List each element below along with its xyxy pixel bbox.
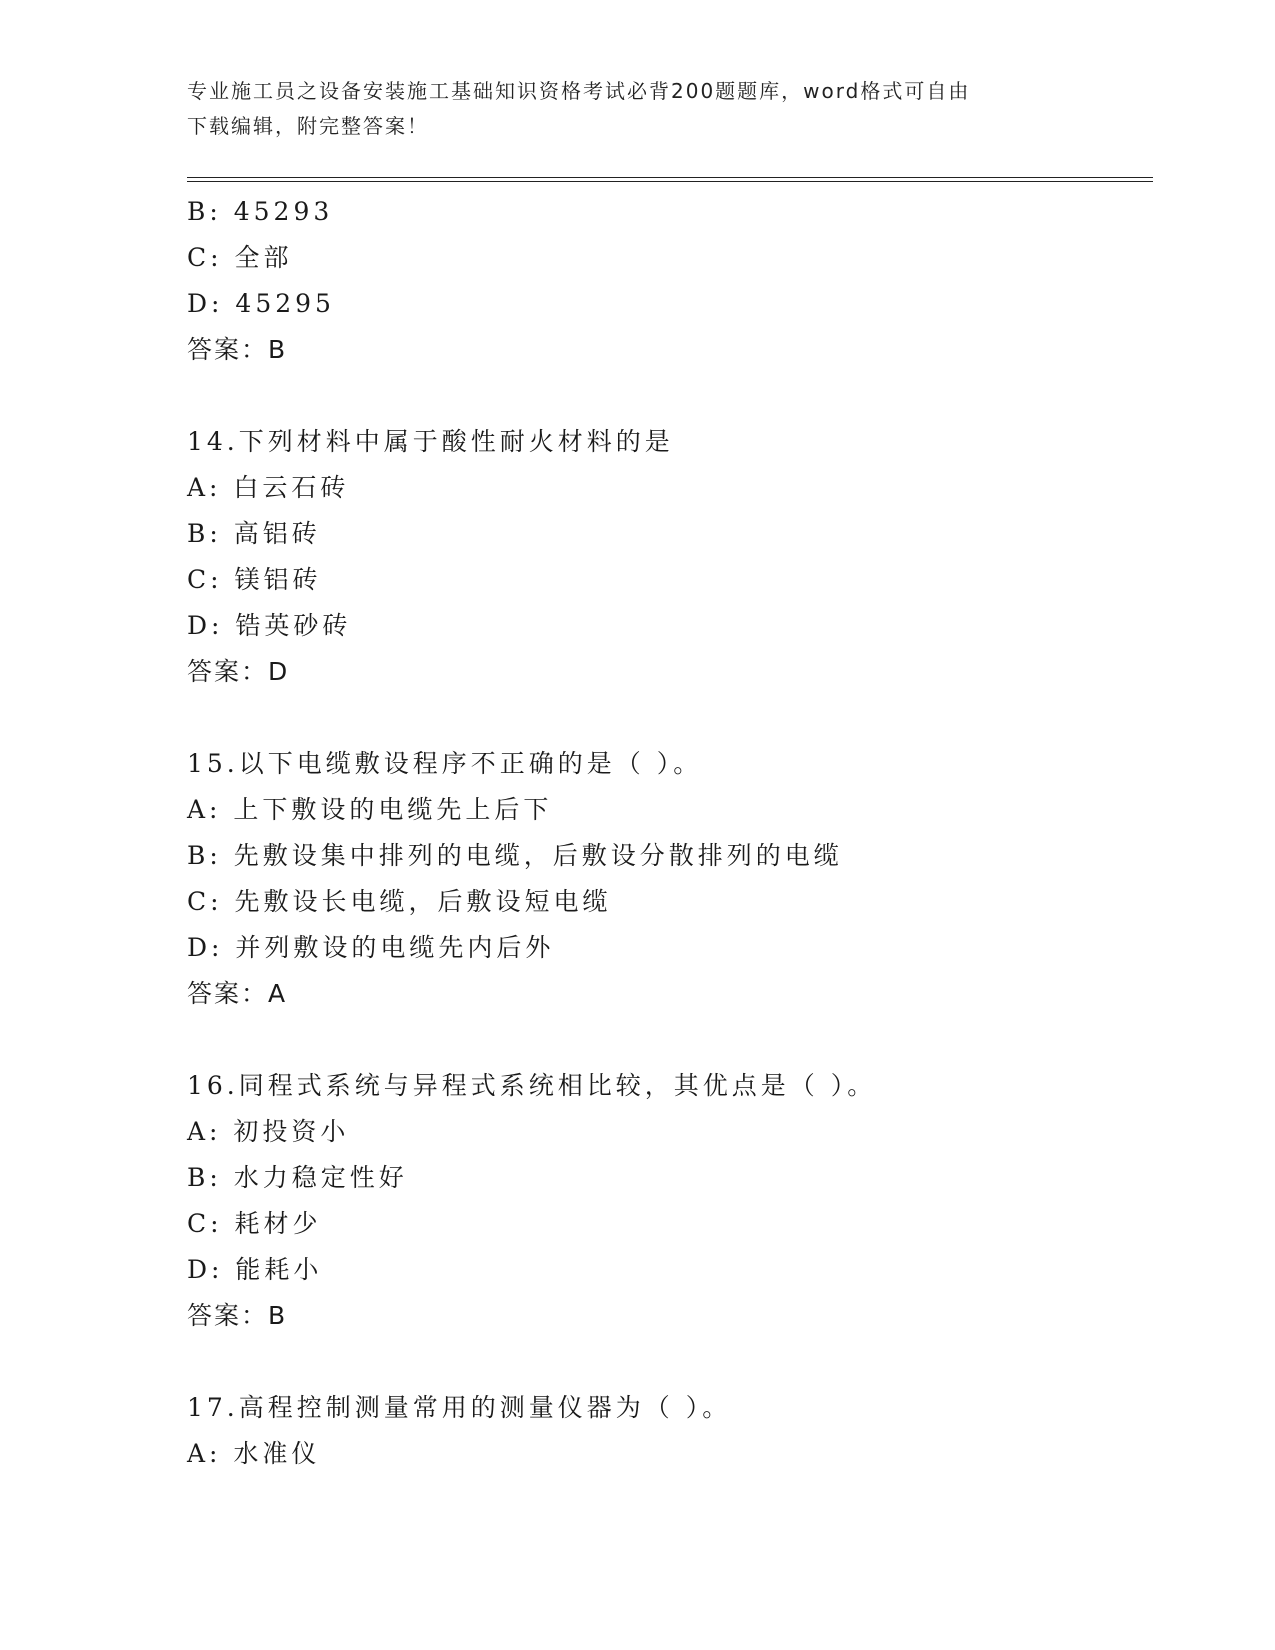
option-a: A: 上下敷设的电缆先上后下 — [187, 795, 553, 824]
document-header — [187, 74, 1067, 144]
question-list — [187, 189, 1153, 1477]
answer-line: 答案：B — [187, 335, 288, 364]
option-d: D: 并列敷设的电缆先内后外 — [187, 933, 555, 962]
question-17-stem: 17.高程控制测量常用的测量仪器为（ ）。 — [187, 1393, 732, 1422]
answer-line: 答案：B — [187, 1301, 288, 1330]
question-16-stem: 16.同程式系统与异程式系统相比较，其优点是（ ）。 — [187, 1071, 877, 1100]
option-b: B: 先敷设集中排列的电缆，后敷设分散排列的电缆 — [187, 841, 843, 870]
option-d: D: 45295 — [187, 289, 335, 318]
header-divider-bottom — [187, 181, 1153, 182]
option-c: C: 耗材少 — [187, 1209, 322, 1238]
option-a: A: 水准仪 — [187, 1439, 321, 1468]
header-line-1: 专业施工员之设备安装施工基础知识资格考试必背200题题库，word格式可自由 — [187, 79, 971, 103]
option-c: C: 镁铝砖 — [187, 565, 322, 594]
answer-line: 答案：A — [187, 979, 288, 1008]
option-a: A: 白云石砖 — [187, 473, 350, 502]
option-d: D: 锆英砂砖 — [187, 611, 352, 640]
option-c: C: 先敷设长电缆，后敷设短电缆 — [187, 887, 612, 916]
question-14-stem: 14.下列材料中属于酸性耐火材料的是 — [187, 427, 674, 456]
option-a: A: 初投资小 — [187, 1117, 350, 1146]
option-c: C: 全部 — [187, 243, 293, 272]
option-b: B: 水力稳定性好 — [187, 1163, 408, 1192]
option-d: D: 能耗小 — [187, 1255, 323, 1284]
question-15-stem: 15.以下电缆敷设程序不正确的是（ ）。 — [187, 749, 703, 778]
option-b: B: 45293 — [187, 197, 334, 226]
header-divider-top — [187, 177, 1153, 178]
answer-line: 答案：D — [187, 657, 290, 686]
option-b: B: 高铝砖 — [187, 519, 321, 548]
header-line-2: 下载编辑，附完整答案！ — [187, 114, 429, 138]
